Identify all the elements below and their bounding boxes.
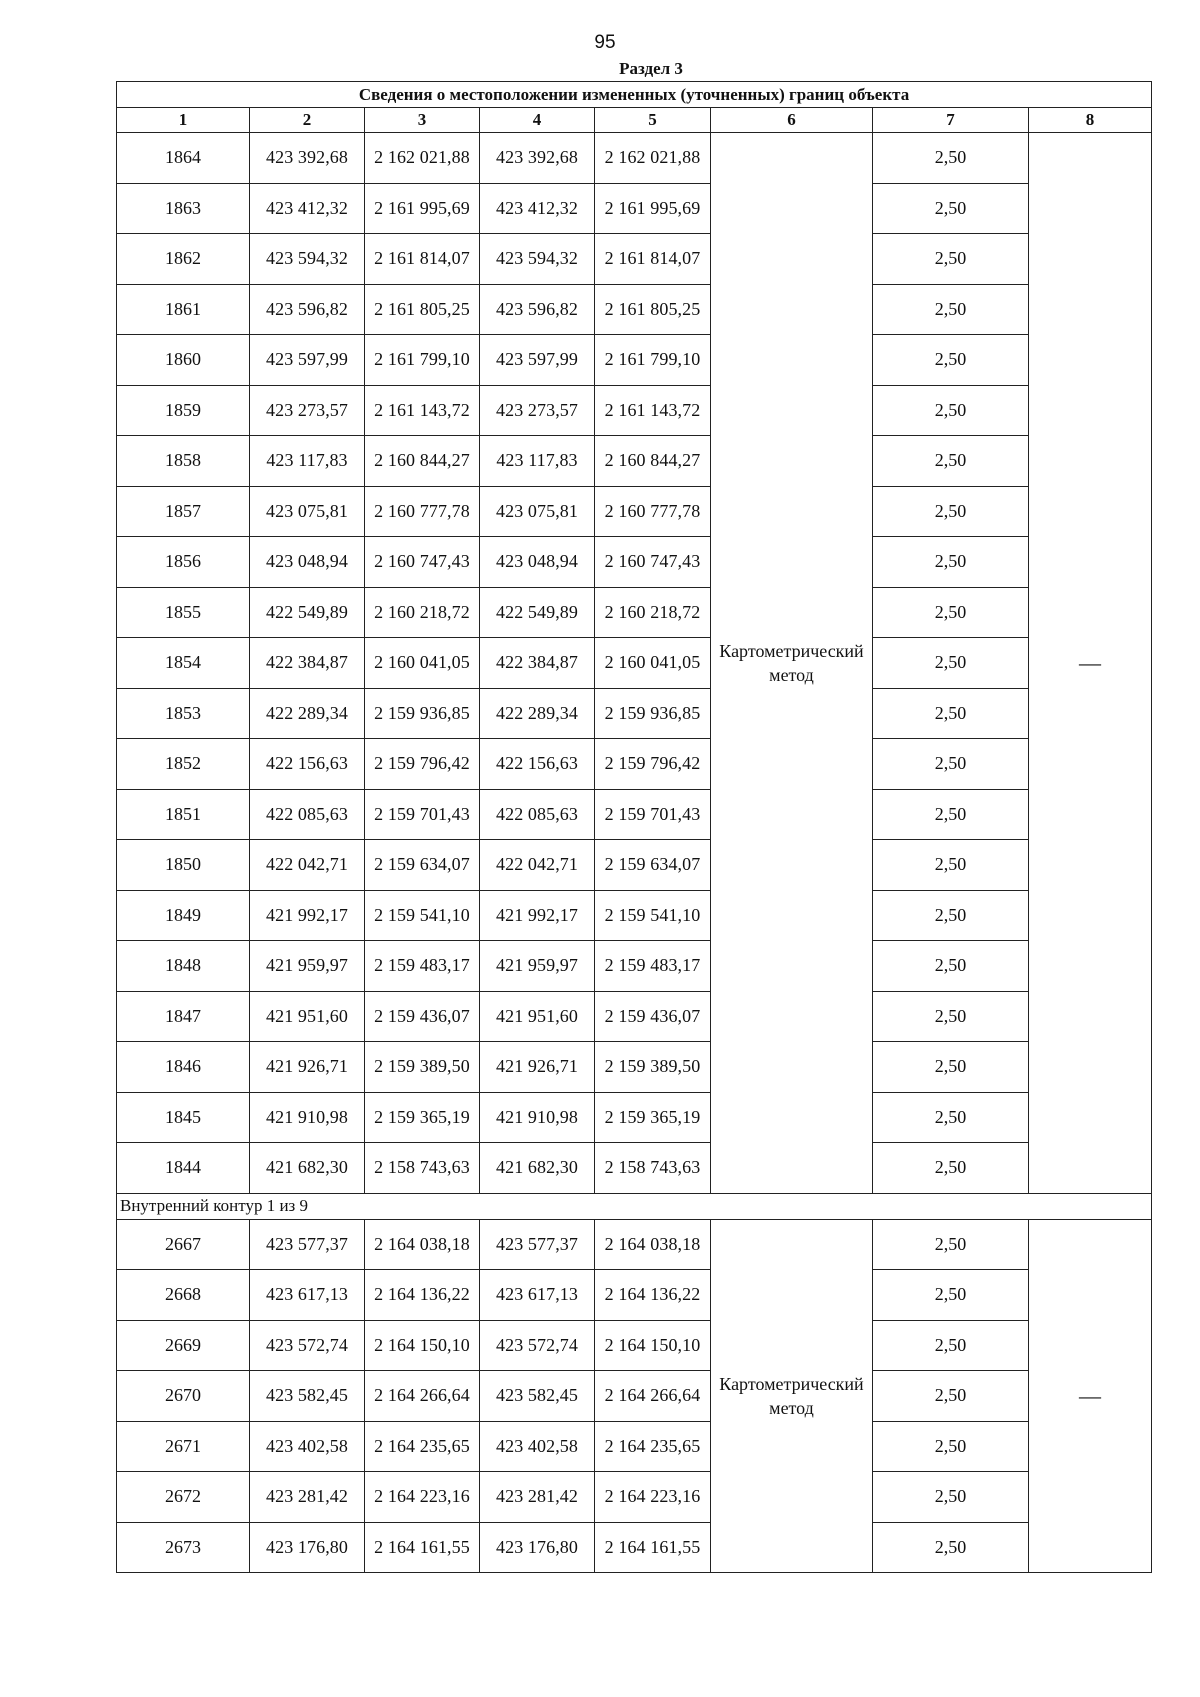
table-row bbox=[117, 537, 1152, 588]
point-number-cell: 1851 bbox=[117, 789, 250, 840]
y-new-cell: 2 159 634,07 bbox=[595, 840, 711, 891]
x-old-cell: 423 572,74 bbox=[250, 1320, 365, 1371]
point-number-cell: 1852 bbox=[117, 739, 250, 790]
y-new-cell: 2 159 796,42 bbox=[595, 739, 711, 790]
point-number-cell: 2671 bbox=[117, 1421, 250, 1472]
y-new-cell: 2 159 365,19 bbox=[595, 1092, 711, 1143]
x-new-cell: 422 085,63 bbox=[480, 789, 595, 840]
accuracy-cell: 2,50 bbox=[873, 1092, 1029, 1143]
x-new-cell: 423 572,74 bbox=[480, 1320, 595, 1371]
y-old-cell: 2 159 701,43 bbox=[365, 789, 480, 840]
accuracy-cell: 2,50 bbox=[873, 688, 1029, 739]
y-new-cell: 2 159 936,85 bbox=[595, 688, 711, 739]
y-old-cell: 2 161 995,69 bbox=[365, 183, 480, 234]
y-old-cell: 2 160 747,43 bbox=[365, 537, 480, 588]
x-old-cell: 421 959,97 bbox=[250, 941, 365, 992]
point-number-cell: 1853 bbox=[117, 688, 250, 739]
y-new-cell: 2 160 777,78 bbox=[595, 486, 711, 537]
point-number-cell: 1859 bbox=[117, 385, 250, 436]
accuracy-cell: 2,50 bbox=[873, 183, 1029, 234]
x-old-cell: 422 289,34 bbox=[250, 688, 365, 739]
accuracy-cell: 2,50 bbox=[873, 1270, 1029, 1321]
x-old-cell: 423 577,37 bbox=[250, 1219, 365, 1270]
x-old-cell: 423 048,94 bbox=[250, 537, 365, 588]
accuracy-cell: 2,50 bbox=[873, 739, 1029, 790]
y-new-cell: 2 159 701,43 bbox=[595, 789, 711, 840]
table-row bbox=[117, 638, 1152, 689]
y-new-cell: 2 159 389,50 bbox=[595, 1042, 711, 1093]
x-old-cell: 422 085,63 bbox=[250, 789, 365, 840]
column-header: 5 bbox=[595, 108, 711, 133]
column-header: 1 bbox=[117, 108, 250, 133]
point-number-cell: 1863 bbox=[117, 183, 250, 234]
accuracy-cell: 2,50 bbox=[873, 1320, 1029, 1371]
y-old-cell: 2 159 483,17 bbox=[365, 941, 480, 992]
table-row bbox=[117, 941, 1152, 992]
table-caption: Сведения о местоположении измененных (уточненных) границ объекта bbox=[117, 82, 1152, 108]
y-old-cell: 2 161 799,10 bbox=[365, 335, 480, 386]
section-title: Раздел 3 bbox=[619, 59, 683, 78]
y-old-cell: 2 164 038,18 bbox=[365, 1219, 480, 1270]
y-new-cell: 2 164 038,18 bbox=[595, 1219, 711, 1270]
boundary-table bbox=[116, 81, 1152, 1573]
column-header: 4 bbox=[480, 108, 595, 133]
accuracy-cell: 2,50 bbox=[873, 1219, 1029, 1270]
table-row bbox=[117, 890, 1152, 941]
x-new-cell: 421 992,17 bbox=[480, 890, 595, 941]
x-new-cell: 423 412,32 bbox=[480, 183, 595, 234]
column-header: 6 bbox=[711, 108, 873, 133]
table-row bbox=[117, 234, 1152, 285]
accuracy-cell: 2,50 bbox=[873, 941, 1029, 992]
point-number-cell: 2673 bbox=[117, 1522, 250, 1573]
accuracy-cell: 2,50 bbox=[873, 789, 1029, 840]
y-old-cell: 2 159 389,50 bbox=[365, 1042, 480, 1093]
accuracy-cell: 2,50 bbox=[873, 587, 1029, 638]
accuracy-cell: 2,50 bbox=[873, 284, 1029, 335]
x-old-cell: 423 597,99 bbox=[250, 335, 365, 386]
x-new-cell: 421 682,30 bbox=[480, 1143, 595, 1194]
accuracy-cell: 2,50 bbox=[873, 1042, 1029, 1093]
x-new-cell: 422 289,34 bbox=[480, 688, 595, 739]
y-old-cell: 2 159 365,19 bbox=[365, 1092, 480, 1143]
x-old-cell: 421 992,17 bbox=[250, 890, 365, 941]
x-old-cell: 423 281,42 bbox=[250, 1472, 365, 1523]
table-row bbox=[117, 335, 1152, 386]
point-number-cell: 1861 bbox=[117, 284, 250, 335]
x-new-cell: 423 596,82 bbox=[480, 284, 595, 335]
x-new-cell: 423 594,32 bbox=[480, 234, 595, 285]
point-number-cell: 1849 bbox=[117, 890, 250, 941]
accuracy-cell: 2,50 bbox=[873, 840, 1029, 891]
accuracy-cell: 2,50 bbox=[873, 1371, 1029, 1422]
point-number-cell: 1848 bbox=[117, 941, 250, 992]
y-old-cell: 2 159 796,42 bbox=[365, 739, 480, 790]
x-old-cell: 421 926,71 bbox=[250, 1042, 365, 1093]
table-row bbox=[117, 991, 1152, 1042]
point-number-cell: 1860 bbox=[117, 335, 250, 386]
point-number-cell: 2672 bbox=[117, 1472, 250, 1523]
y-old-cell: 2 159 541,10 bbox=[365, 890, 480, 941]
x-old-cell: 422 042,71 bbox=[250, 840, 365, 891]
accuracy-cell: 2,50 bbox=[873, 991, 1029, 1042]
accuracy-cell: 2,50 bbox=[873, 133, 1029, 184]
y-new-cell: 2 164 266,64 bbox=[595, 1371, 711, 1422]
method-cell: Картометрический метод bbox=[711, 1219, 873, 1573]
x-old-cell: 423 582,45 bbox=[250, 1371, 365, 1422]
x-old-cell: 423 117,83 bbox=[250, 436, 365, 487]
y-old-cell: 2 161 143,72 bbox=[365, 385, 480, 436]
y-old-cell: 2 160 218,72 bbox=[365, 587, 480, 638]
column-8-cell: — bbox=[1029, 133, 1152, 1194]
y-old-cell: 2 159 936,85 bbox=[365, 688, 480, 739]
table-row bbox=[117, 1092, 1152, 1143]
column-header-row bbox=[117, 108, 1152, 133]
y-new-cell: 2 164 136,22 bbox=[595, 1270, 711, 1321]
table-row bbox=[117, 1320, 1152, 1371]
y-new-cell: 2 161 995,69 bbox=[595, 183, 711, 234]
x-old-cell: 422 384,87 bbox=[250, 638, 365, 689]
x-new-cell: 423 117,83 bbox=[480, 436, 595, 487]
accuracy-cell: 2,50 bbox=[873, 335, 1029, 386]
table-row bbox=[117, 1042, 1152, 1093]
table-row bbox=[117, 1371, 1152, 1422]
y-new-cell: 2 160 747,43 bbox=[595, 537, 711, 588]
y-new-cell: 2 159 436,07 bbox=[595, 991, 711, 1042]
y-new-cell: 2 160 041,05 bbox=[595, 638, 711, 689]
y-old-cell: 2 158 743,63 bbox=[365, 1143, 480, 1194]
point-number-cell: 1857 bbox=[117, 486, 250, 537]
table-row bbox=[117, 739, 1152, 790]
x-new-cell: 422 156,63 bbox=[480, 739, 595, 790]
y-new-cell: 2 161 143,72 bbox=[595, 385, 711, 436]
table-row bbox=[117, 183, 1152, 234]
table-row bbox=[117, 436, 1152, 487]
y-old-cell: 2 164 266,64 bbox=[365, 1371, 480, 1422]
x-new-cell: 423 617,13 bbox=[480, 1270, 595, 1321]
x-new-cell: 422 042,71 bbox=[480, 840, 595, 891]
point-number-cell: 1850 bbox=[117, 840, 250, 891]
y-new-cell: 2 161 805,25 bbox=[595, 284, 711, 335]
x-new-cell: 423 392,68 bbox=[480, 133, 595, 184]
x-new-cell: 421 959,97 bbox=[480, 941, 595, 992]
x-new-cell: 423 273,57 bbox=[480, 385, 595, 436]
x-old-cell: 423 617,13 bbox=[250, 1270, 365, 1321]
x-old-cell: 423 594,32 bbox=[250, 234, 365, 285]
y-old-cell: 2 160 041,05 bbox=[365, 638, 480, 689]
x-old-cell: 423 412,32 bbox=[250, 183, 365, 234]
x-old-cell: 423 075,81 bbox=[250, 486, 365, 537]
table-row bbox=[117, 486, 1152, 537]
x-old-cell: 423 402,58 bbox=[250, 1421, 365, 1472]
column-header: 8 bbox=[1029, 108, 1152, 133]
y-new-cell: 2 160 844,27 bbox=[595, 436, 711, 487]
x-new-cell: 421 910,98 bbox=[480, 1092, 595, 1143]
y-new-cell: 2 164 150,10 bbox=[595, 1320, 711, 1371]
x-old-cell: 422 156,63 bbox=[250, 739, 365, 790]
y-old-cell: 2 164 136,22 bbox=[365, 1270, 480, 1321]
point-number-cell: 1864 bbox=[117, 133, 250, 184]
point-number-cell: 1844 bbox=[117, 1143, 250, 1194]
x-old-cell: 423 392,68 bbox=[250, 133, 365, 184]
accuracy-cell: 2,50 bbox=[873, 1421, 1029, 1472]
x-new-cell: 422 384,87 bbox=[480, 638, 595, 689]
y-new-cell: 2 158 743,63 bbox=[595, 1143, 711, 1194]
table-row bbox=[117, 1472, 1152, 1523]
point-number-cell: 1846 bbox=[117, 1042, 250, 1093]
column-8-cell: — bbox=[1029, 1219, 1152, 1573]
point-number-cell: 1845 bbox=[117, 1092, 250, 1143]
point-number-cell: 1847 bbox=[117, 991, 250, 1042]
x-new-cell: 423 597,99 bbox=[480, 335, 595, 386]
x-old-cell: 423 596,82 bbox=[250, 284, 365, 335]
x-old-cell: 421 910,98 bbox=[250, 1092, 365, 1143]
point-number-cell: 1855 bbox=[117, 587, 250, 638]
point-number-cell: 2670 bbox=[117, 1371, 250, 1422]
inner-contour-label: Внутренний контур 1 из 9 bbox=[117, 1193, 1152, 1219]
y-old-cell: 2 161 814,07 bbox=[365, 234, 480, 285]
table-row bbox=[117, 840, 1152, 891]
y-old-cell: 2 161 805,25 bbox=[365, 284, 480, 335]
x-new-cell: 423 075,81 bbox=[480, 486, 595, 537]
accuracy-cell: 2,50 bbox=[873, 234, 1029, 285]
table-row bbox=[117, 284, 1152, 335]
accuracy-cell: 2,50 bbox=[873, 537, 1029, 588]
y-old-cell: 2 159 634,07 bbox=[365, 840, 480, 891]
x-new-cell: 423 048,94 bbox=[480, 537, 595, 588]
x-old-cell: 423 273,57 bbox=[250, 385, 365, 436]
x-new-cell: 423 176,80 bbox=[480, 1522, 595, 1573]
accuracy-cell: 2,50 bbox=[873, 638, 1029, 689]
point-number-cell: 2668 bbox=[117, 1270, 250, 1321]
y-old-cell: 2 159 436,07 bbox=[365, 991, 480, 1042]
table-row bbox=[117, 133, 1152, 184]
y-new-cell: 2 159 541,10 bbox=[595, 890, 711, 941]
x-new-cell: 423 577,37 bbox=[480, 1219, 595, 1270]
point-number-cell: 1862 bbox=[117, 234, 250, 285]
table-row bbox=[117, 1219, 1152, 1270]
accuracy-cell: 2,50 bbox=[873, 890, 1029, 941]
y-new-cell: 2 162 021,88 bbox=[595, 133, 711, 184]
y-old-cell: 2 164 235,65 bbox=[365, 1421, 480, 1472]
table-row bbox=[117, 688, 1152, 739]
point-number-cell: 1854 bbox=[117, 638, 250, 689]
table-row bbox=[117, 1522, 1152, 1573]
column-header: 7 bbox=[873, 108, 1029, 133]
y-new-cell: 2 164 235,65 bbox=[595, 1421, 711, 1472]
y-old-cell: 2 160 777,78 bbox=[365, 486, 480, 537]
y-new-cell: 2 164 161,55 bbox=[595, 1522, 711, 1573]
page-number: 95 bbox=[594, 32, 616, 53]
y-new-cell: 2 161 799,10 bbox=[595, 335, 711, 386]
y-old-cell: 2 164 150,10 bbox=[365, 1320, 480, 1371]
table-row bbox=[117, 1270, 1152, 1321]
y-new-cell: 2 159 483,17 bbox=[595, 941, 711, 992]
y-old-cell: 2 164 161,55 bbox=[365, 1522, 480, 1573]
x-old-cell: 423 176,80 bbox=[250, 1522, 365, 1573]
x-old-cell: 421 951,60 bbox=[250, 991, 365, 1042]
y-new-cell: 2 160 218,72 bbox=[595, 587, 711, 638]
y-old-cell: 2 164 223,16 bbox=[365, 1472, 480, 1523]
x-new-cell: 421 926,71 bbox=[480, 1042, 595, 1093]
x-new-cell: 423 281,42 bbox=[480, 1472, 595, 1523]
accuracy-cell: 2,50 bbox=[873, 436, 1029, 487]
y-old-cell: 2 162 021,88 bbox=[365, 133, 480, 184]
x-old-cell: 422 549,89 bbox=[250, 587, 365, 638]
y-new-cell: 2 164 223,16 bbox=[595, 1472, 711, 1523]
accuracy-cell: 2,50 bbox=[873, 1522, 1029, 1573]
table-row bbox=[117, 587, 1152, 638]
table-row bbox=[117, 1143, 1152, 1194]
x-new-cell: 423 402,58 bbox=[480, 1421, 595, 1472]
column-header: 3 bbox=[365, 108, 480, 133]
point-number-cell: 1856 bbox=[117, 537, 250, 588]
y-new-cell: 2 161 814,07 bbox=[595, 234, 711, 285]
x-new-cell: 422 549,89 bbox=[480, 587, 595, 638]
accuracy-cell: 2,50 bbox=[873, 1472, 1029, 1523]
point-number-cell: 2667 bbox=[117, 1219, 250, 1270]
table-row bbox=[117, 789, 1152, 840]
x-old-cell: 421 682,30 bbox=[250, 1143, 365, 1194]
table-row bbox=[117, 1421, 1152, 1472]
accuracy-cell: 2,50 bbox=[873, 1143, 1029, 1194]
accuracy-cell: 2,50 bbox=[873, 385, 1029, 436]
y-old-cell: 2 160 844,27 bbox=[365, 436, 480, 487]
x-new-cell: 423 582,45 bbox=[480, 1371, 595, 1422]
x-new-cell: 421 951,60 bbox=[480, 991, 595, 1042]
accuracy-cell: 2,50 bbox=[873, 486, 1029, 537]
method-cell: Картометрический метод bbox=[711, 133, 873, 1194]
table-row bbox=[117, 385, 1152, 436]
column-header: 2 bbox=[250, 108, 365, 133]
point-number-cell: 2669 bbox=[117, 1320, 250, 1371]
point-number-cell: 1858 bbox=[117, 436, 250, 487]
